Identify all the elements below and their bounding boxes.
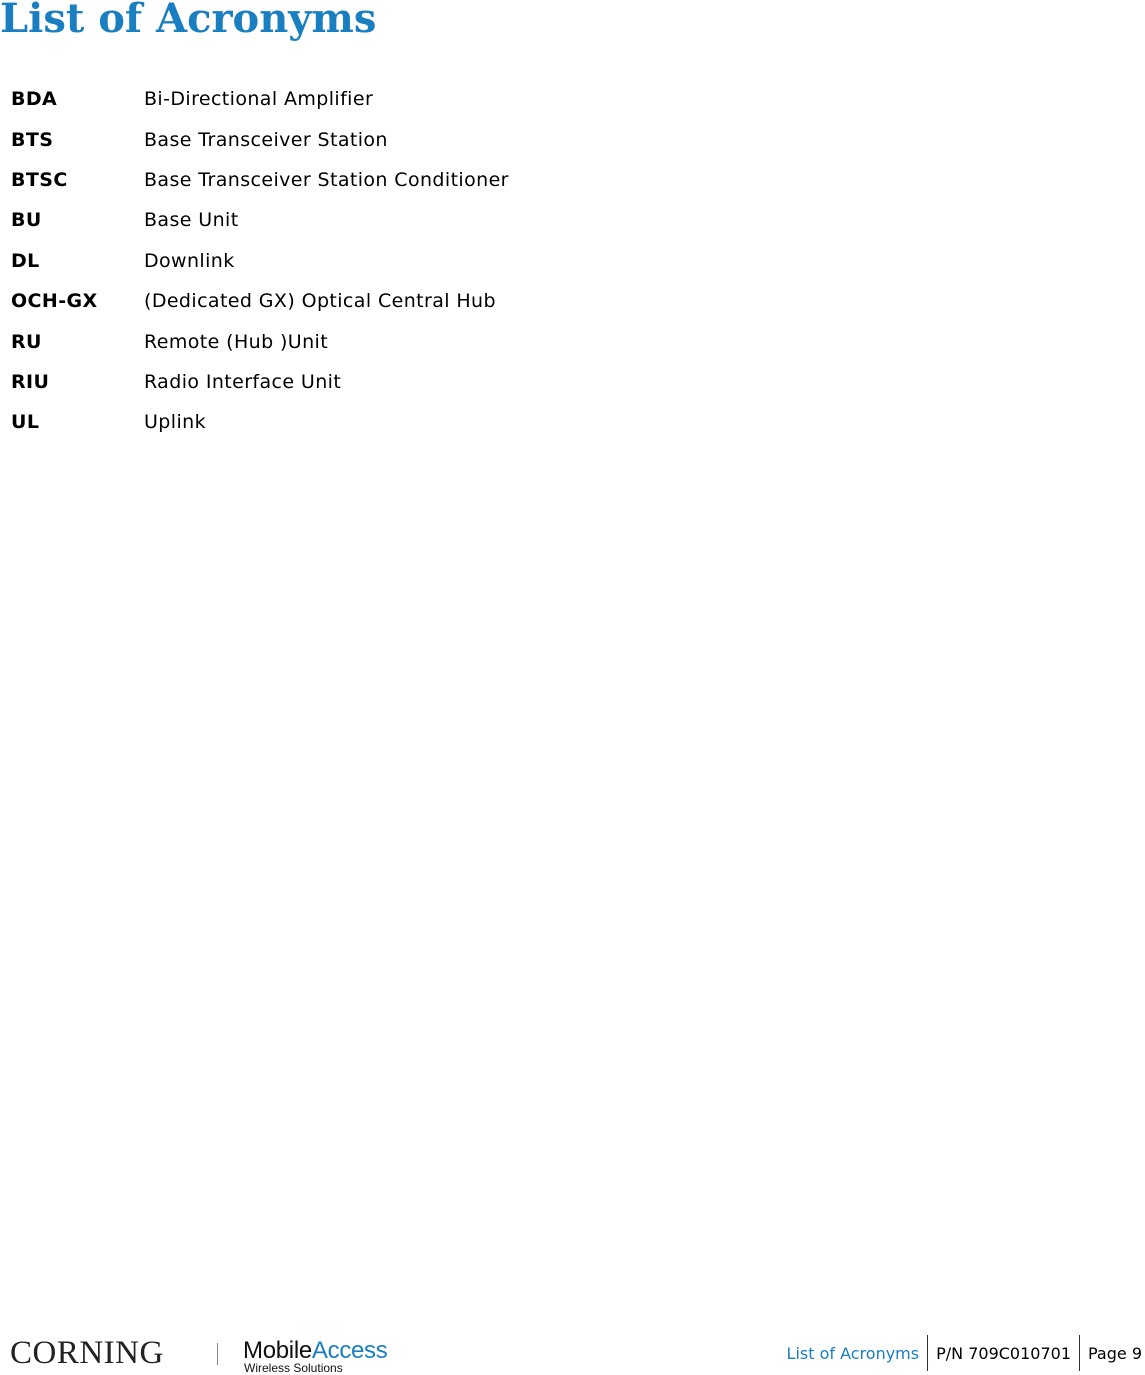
acronym-definition: (Dedicated GX) Optical Central Hub <box>144 290 496 313</box>
acronym-row <box>11 321 711 361</box>
corning-logo: CORNING <box>10 1335 164 1371</box>
acronym-term: BTS <box>11 128 54 151</box>
footer-page-number: Page 9 <box>1088 1343 1142 1363</box>
mobileaccess-mobile-text: Mobile <box>243 1337 312 1364</box>
acronym-row <box>11 362 711 402</box>
acronym-row <box>11 160 711 200</box>
acronym-definition: Remote (Hub )Unit <box>144 330 329 353</box>
mobileaccess-access-text: Access <box>311 1337 388 1364</box>
acronym-list <box>11 79 711 443</box>
acronym-term: RIU <box>11 370 50 393</box>
page-title: List of Acronyms <box>0 0 377 42</box>
acronym-term: OCH-GX <box>11 290 98 313</box>
acronym-row <box>11 119 711 159</box>
acronym-term: RU <box>11 330 42 353</box>
footer-section-title: List of Acronyms <box>786 1343 920 1363</box>
acronym-row <box>11 402 711 442</box>
mobileaccess-logo <box>243 1338 387 1374</box>
acronym-row <box>11 281 711 321</box>
acronym-row <box>11 241 711 281</box>
acronym-definition: Base Transceiver Station <box>144 128 388 151</box>
acronym-row <box>11 200 711 240</box>
acronym-term: BDA <box>11 88 58 111</box>
acronym-definition: Base Unit <box>144 209 239 232</box>
footer-part-number: P/N 709C010701 <box>936 1343 1071 1363</box>
acronym-term: BTSC <box>11 168 68 191</box>
acronym-definition: Radio Interface Unit <box>144 370 342 393</box>
acronym-term: UL <box>11 411 40 434</box>
acronym-definition: Bi-Directional Amplifier <box>144 88 374 111</box>
page-footer <box>0 1325 1145 1375</box>
footer-info <box>787 1335 1145 1371</box>
acronym-row <box>11 79 711 119</box>
logo-divider <box>217 1343 218 1365</box>
acronym-term: BU <box>11 209 42 232</box>
acronym-definition: Base Transceiver Station Conditioner <box>144 168 509 191</box>
acronym-definition: Uplink <box>144 411 206 434</box>
acronym-term: DL <box>11 249 40 272</box>
mobileaccess-tagline: Wireless Solutions <box>244 1361 343 1375</box>
acronym-definition: Downlink <box>144 249 235 272</box>
